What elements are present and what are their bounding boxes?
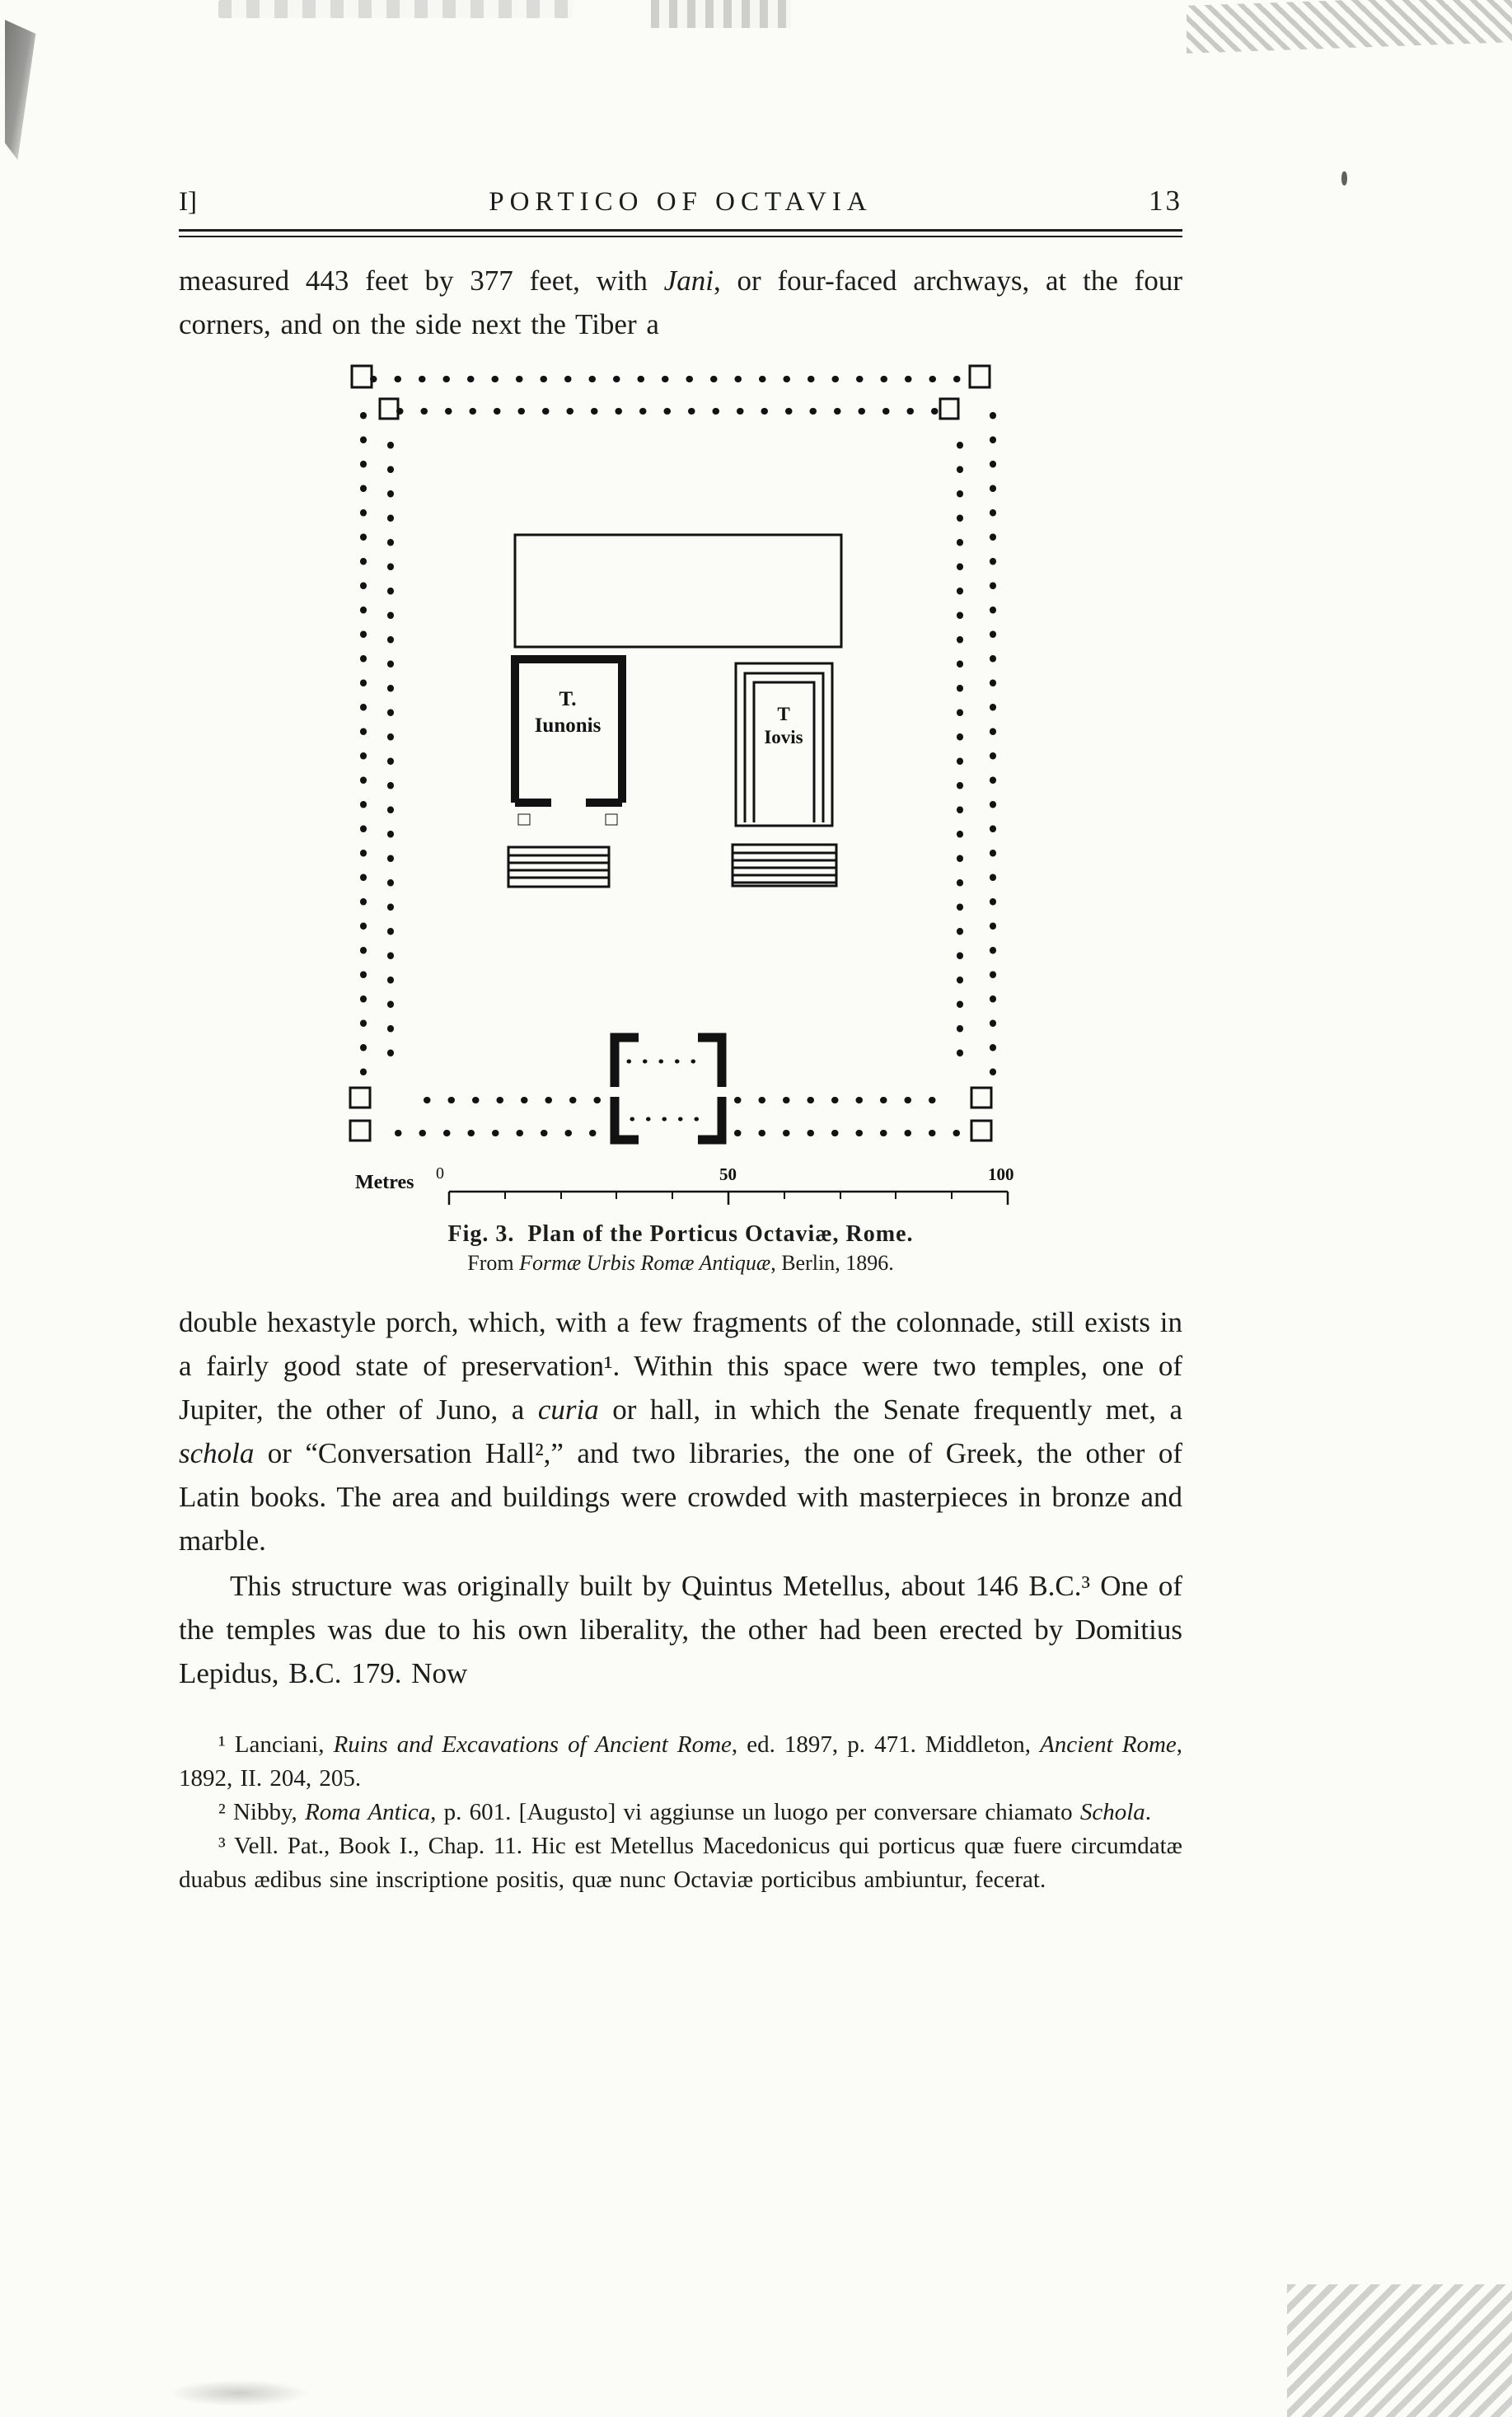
p3-text: This structure was originally built by Quintus Metellus, about 146 B.C.³ One of the temples was due to his own liberality, the other had been erected by Domitius Lepidus, B.C. 179. Now [179, 1570, 1182, 1689]
paragraph-2 [179, 1300, 1182, 1562]
caption-source-prefix: From [467, 1251, 520, 1275]
body-text-main [179, 1300, 1182, 1695]
caption-source-title: Formæ Urbis Romæ Antiquæ [519, 1251, 771, 1275]
colonnade-dots [363, 379, 993, 1133]
p1-text: measured 443 feet by 377 feet, with [179, 265, 664, 297]
scale-zero-label: 0 [435, 1164, 444, 1183]
p2-text-2: or hall, in which the Senate frequently met, a [598, 1394, 1183, 1426]
p2-italic-curia: curia [537, 1394, 599, 1426]
page-content [179, 185, 1182, 1897]
scan-artifact-top-strip [218, 0, 573, 18]
f2-text-1: ² Nibby, [218, 1799, 306, 1825]
scale-hundred-label: 100 [987, 1164, 1013, 1184]
header-rule [179, 229, 1182, 237]
footnote-3 [179, 1829, 1182, 1897]
porticus-plan-drawing [349, 364, 1013, 1211]
caption-fig-title: Plan of the Porticus Octaviæ, Rome. [527, 1221, 914, 1247]
figure-caption-line2 [179, 1251, 1182, 1276]
footnote-1 [179, 1728, 1182, 1796]
body-text [179, 259, 1182, 346]
f1-text-2: , ed. 1897, p. 471. Middleton, [731, 1731, 1041, 1758]
p1-text-2: , or four-faced archways, at the four corners, and on the side next the Tiber a [179, 265, 1182, 340]
chapter-marker: I] [179, 187, 197, 217]
footnote-2 [179, 1796, 1182, 1829]
scale-metres-label: Metres [354, 1172, 414, 1193]
scan-artifact-top-right [1187, 0, 1512, 54]
figure-plan-porticus [179, 364, 1182, 1276]
temple-of-jupiter [733, 663, 836, 886]
running-title: PORTICO OF OCTAVIA [489, 187, 873, 217]
temple-of-juno [508, 659, 622, 887]
f2-text-3: . [1145, 1799, 1152, 1825]
juno-label-name: Iunonis [534, 714, 601, 737]
paragraph-1 [179, 259, 1182, 346]
f1-italic-title-1: Ruins and Excavations of Ancient Rome [333, 1731, 732, 1758]
f2-italic-schola: Schola [1079, 1799, 1145, 1825]
f3-text: ³ Vell. Pat., Book I., Chap. 11. Hic est Metellus Macedonicus qui porticus quæ fuere circumdatæ duabus ædibus sine inscriptione positis, quæ nunc Octaviæ porticibus ambiuntur, fecerat. [179, 1833, 1182, 1893]
p2-text-3: or “Conversation Hall²,” and two libraries, the one of Greek, the other of Latin books. The area and buildings were crowded with masterpieces in bronze and marble. [179, 1437, 1182, 1557]
f2-italic-title: Roma Antica [305, 1799, 431, 1825]
scale-bar [355, 1164, 1013, 1205]
curia-hall [515, 535, 841, 647]
running-header [179, 185, 1182, 218]
paragraph-3 [179, 1564, 1182, 1695]
scan-artifact-bottom-left [169, 2380, 309, 2406]
scan-artifact-top-strip2 [651, 0, 791, 28]
juno-temple-steps [508, 847, 609, 887]
f2-text-2: , p. 601. [Augusto] vi aggiunse un luogo per conversare chiamato [430, 1799, 1080, 1825]
f1-text-1: ¹ Lanciani, [218, 1731, 334, 1758]
p1-italic-jani: Jani [663, 265, 714, 297]
p2-italic-schola: schola [179, 1437, 255, 1469]
entrance-propylon [615, 1038, 722, 1140]
juno-label-t: T. [558, 688, 577, 710]
f1-text-3: , 1892, II. 204, 205. [179, 1731, 1183, 1792]
scan-artifact-bottom-right [1287, 2284, 1512, 2417]
scan-artifact-speck [1341, 171, 1347, 185]
scan-artifact-top-left [5, 20, 41, 160]
corner-pavilions [350, 366, 991, 1141]
figure-caption-line1 [179, 1221, 1182, 1248]
p2-text-1: double hexastyle porch, which, with a few fragments of the colonnade, still exists in a fairly good state of preservation¹. Within this space were two temples, one of Jupiter, the other of Juno, a [179, 1306, 1182, 1426]
scale-fifty-label: 50 [719, 1164, 737, 1184]
page-number: 13 [1149, 185, 1182, 217]
caption-source-suffix: , Berlin, 1896. [770, 1251, 894, 1275]
jupiter-temple-steps [733, 845, 836, 886]
footnotes [179, 1728, 1182, 1897]
caption-fig-number: Fig. 3. [447, 1221, 515, 1247]
jupiter-label-name: Iovis [763, 727, 803, 747]
f1-italic-title-2: Ancient Rome [1040, 1731, 1177, 1758]
jupiter-label-t: T [776, 704, 790, 724]
